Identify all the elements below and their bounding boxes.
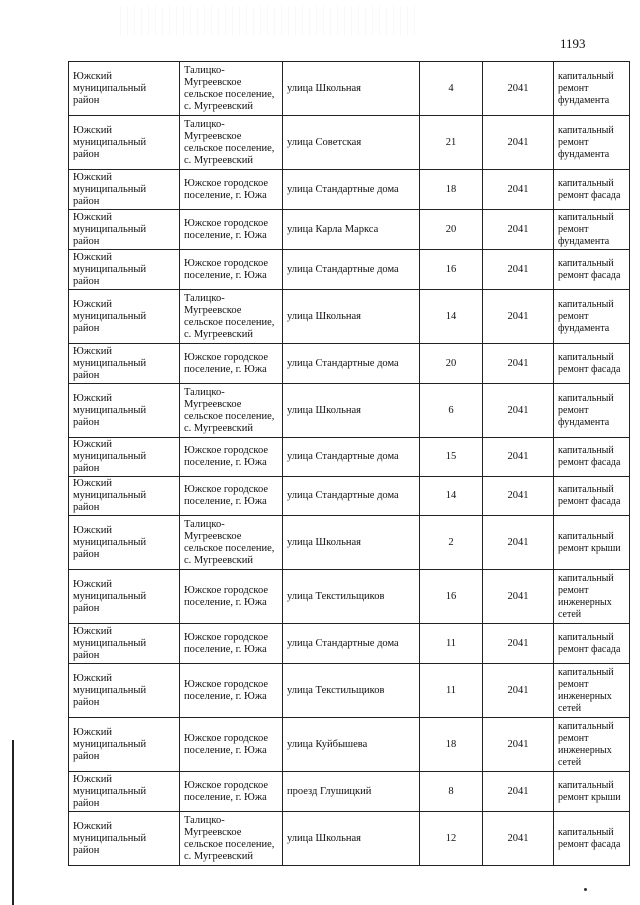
house-number-cell: 15: [420, 438, 483, 477]
year-cell: 2041: [483, 570, 554, 624]
street-cell: улица Школьная: [283, 384, 420, 438]
settlement-cell: Южское городское поселение, г. Южа: [180, 170, 283, 210]
table-row: [69, 344, 630, 384]
district-cell: Южский муниципальный район: [69, 664, 180, 718]
settlement-cell: Талицко-Мугреевское сельское поселение, с. Мугреевский: [180, 62, 283, 116]
work-type-cell: капитальный ремонт фундамента: [554, 384, 630, 438]
table-row: [69, 438, 630, 477]
district-cell: Южский муниципальный район: [69, 624, 180, 664]
house-number-cell: 18: [420, 170, 483, 210]
scan-artifact: [120, 6, 420, 36]
street-cell: улица Карла Маркса: [283, 210, 420, 250]
house-number-cell: 8: [420, 772, 483, 812]
table-row: [69, 812, 630, 866]
work-type-cell: капитальный ремонт фасада: [554, 344, 630, 384]
year-cell: 2041: [483, 477, 554, 516]
house-number-cell: 18: [420, 718, 483, 772]
housing-repair-table: [68, 61, 630, 866]
table-row: [69, 718, 630, 772]
year-cell: 2041: [483, 384, 554, 438]
street-cell: улица Стандартные дома: [283, 438, 420, 477]
table-row: [69, 62, 630, 116]
year-cell: 2041: [483, 344, 554, 384]
district-cell: Южский муниципальный район: [69, 290, 180, 344]
settlement-cell: Южское городское поселение, г. Южа: [180, 772, 283, 812]
table-row: [69, 772, 630, 812]
table-row: [69, 664, 630, 718]
table-row: [69, 477, 630, 516]
house-number-cell: 14: [420, 290, 483, 344]
work-type-cell: капитальный ремонт фундамента: [554, 290, 630, 344]
work-type-cell: капитальный ремонт фасада: [554, 170, 630, 210]
year-cell: 2041: [483, 210, 554, 250]
street-cell: улица Стандартные дома: [283, 344, 420, 384]
table-row: [69, 516, 630, 570]
district-cell: Южский муниципальный район: [69, 812, 180, 866]
house-number-cell: 2: [420, 516, 483, 570]
settlement-cell: Южское городское поселение, г. Южа: [180, 250, 283, 290]
settlement-cell: Талицко-Мугреевское сельское поселение, с. Мугреевский: [180, 290, 283, 344]
street-cell: улица Стандартные дома: [283, 250, 420, 290]
scan-margin-line: [12, 740, 14, 905]
year-cell: 2041: [483, 516, 554, 570]
house-number-cell: 11: [420, 624, 483, 664]
settlement-cell: Южское городское поселение, г. Южа: [180, 438, 283, 477]
house-number-cell: 12: [420, 812, 483, 866]
table-row: [69, 170, 630, 210]
district-cell: Южский муниципальный район: [69, 516, 180, 570]
settlement-cell: Талицко-Мугреевское сельское поселение, с. Мугреевский: [180, 812, 283, 866]
district-cell: Южский муниципальный район: [69, 718, 180, 772]
settlement-cell: Южское городское поселение, г. Южа: [180, 477, 283, 516]
work-type-cell: капитальный ремонт фасада: [554, 250, 630, 290]
settlement-cell: Талицко-Мугреевское сельское поселение, с. Мугреевский: [180, 384, 283, 438]
year-cell: 2041: [483, 812, 554, 866]
district-cell: Южский муниципальный район: [69, 570, 180, 624]
district-cell: Южский муниципальный район: [69, 170, 180, 210]
table-row: [69, 290, 630, 344]
settlement-cell: Южское городское поселение, г. Южа: [180, 664, 283, 718]
work-type-cell: капитальный ремонт крыши: [554, 772, 630, 812]
district-cell: Южский муниципальный район: [69, 210, 180, 250]
district-cell: Южский муниципальный район: [69, 62, 180, 116]
street-cell: проезд Глушицкий: [283, 772, 420, 812]
settlement-cell: Талицко-Мугреевское сельское поселение, с. Мугреевский: [180, 116, 283, 170]
work-type-cell: капитальный ремонт фундамента: [554, 62, 630, 116]
street-cell: улица Школьная: [283, 516, 420, 570]
settlement-cell: Южское городское поселение, г. Южа: [180, 570, 283, 624]
district-cell: Южский муниципальный район: [69, 438, 180, 477]
house-number-cell: 14: [420, 477, 483, 516]
work-type-cell: капитальный ремонт фундамента: [554, 210, 630, 250]
year-cell: 2041: [483, 664, 554, 718]
work-type-cell: капитальный ремонт инженерных сетей: [554, 570, 630, 624]
street-cell: улица Школьная: [283, 812, 420, 866]
table-row: [69, 116, 630, 170]
district-cell: Южский муниципальный район: [69, 116, 180, 170]
street-cell: улица Стандартные дома: [283, 170, 420, 210]
work-type-cell: капитальный ремонт фундамента: [554, 116, 630, 170]
house-number-cell: 16: [420, 570, 483, 624]
settlement-cell: Южское городское поселение, г. Южа: [180, 210, 283, 250]
settlement-cell: Южское городское поселение, г. Южа: [180, 718, 283, 772]
work-type-cell: капитальный ремонт инженерных сетей: [554, 718, 630, 772]
district-cell: Южский муниципальный район: [69, 344, 180, 384]
year-cell: 2041: [483, 250, 554, 290]
table-row: [69, 624, 630, 664]
house-number-cell: 6: [420, 384, 483, 438]
street-cell: улица Стандартные дома: [283, 477, 420, 516]
work-type-cell: капитальный ремонт фасада: [554, 438, 630, 477]
house-number-cell: 21: [420, 116, 483, 170]
table-row: [69, 250, 630, 290]
street-cell: улица Школьная: [283, 290, 420, 344]
table-row: [69, 384, 630, 438]
work-type-cell: капитальный ремонт фасада: [554, 624, 630, 664]
street-cell: улица Текстильщиков: [283, 664, 420, 718]
page-number: 1193: [560, 36, 586, 51]
house-number-cell: 4: [420, 62, 483, 116]
table-row: [69, 210, 630, 250]
table-row: [69, 570, 630, 624]
house-number-cell: 11: [420, 664, 483, 718]
work-type-cell: капитальный ремонт крыши: [554, 516, 630, 570]
year-cell: 2041: [483, 718, 554, 772]
street-cell: улица Школьная: [283, 62, 420, 116]
street-cell: улица Советская: [283, 116, 420, 170]
work-type-cell: капитальный ремонт инженерных сетей: [554, 664, 630, 718]
house-number-cell: 16: [420, 250, 483, 290]
settlement-cell: Талицко-Мугреевское сельское поселение, с. Мугреевский: [180, 516, 283, 570]
year-cell: 2041: [483, 438, 554, 477]
house-number-cell: 20: [420, 344, 483, 384]
work-type-cell: капитальный ремонт фасада: [554, 477, 630, 516]
year-cell: 2041: [483, 170, 554, 210]
settlement-cell: Южское городское поселение, г. Южа: [180, 344, 283, 384]
district-cell: Южский муниципальный район: [69, 477, 180, 516]
district-cell: Южский муниципальный район: [69, 772, 180, 812]
scan-speck: [584, 888, 587, 891]
street-cell: улица Куйбышева: [283, 718, 420, 772]
district-cell: Южский муниципальный район: [69, 250, 180, 290]
year-cell: 2041: [483, 290, 554, 344]
street-cell: улица Текстильщиков: [283, 570, 420, 624]
settlement-cell: Южское городское поселение, г. Южа: [180, 624, 283, 664]
street-cell: улица Стандартные дома: [283, 624, 420, 664]
work-type-cell: капитальный ремонт фасада: [554, 812, 630, 866]
house-number-cell: 20: [420, 210, 483, 250]
year-cell: 2041: [483, 116, 554, 170]
year-cell: 2041: [483, 624, 554, 664]
year-cell: 2041: [483, 772, 554, 812]
year-cell: 2041: [483, 62, 554, 116]
district-cell: Южский муниципальный район: [69, 384, 180, 438]
